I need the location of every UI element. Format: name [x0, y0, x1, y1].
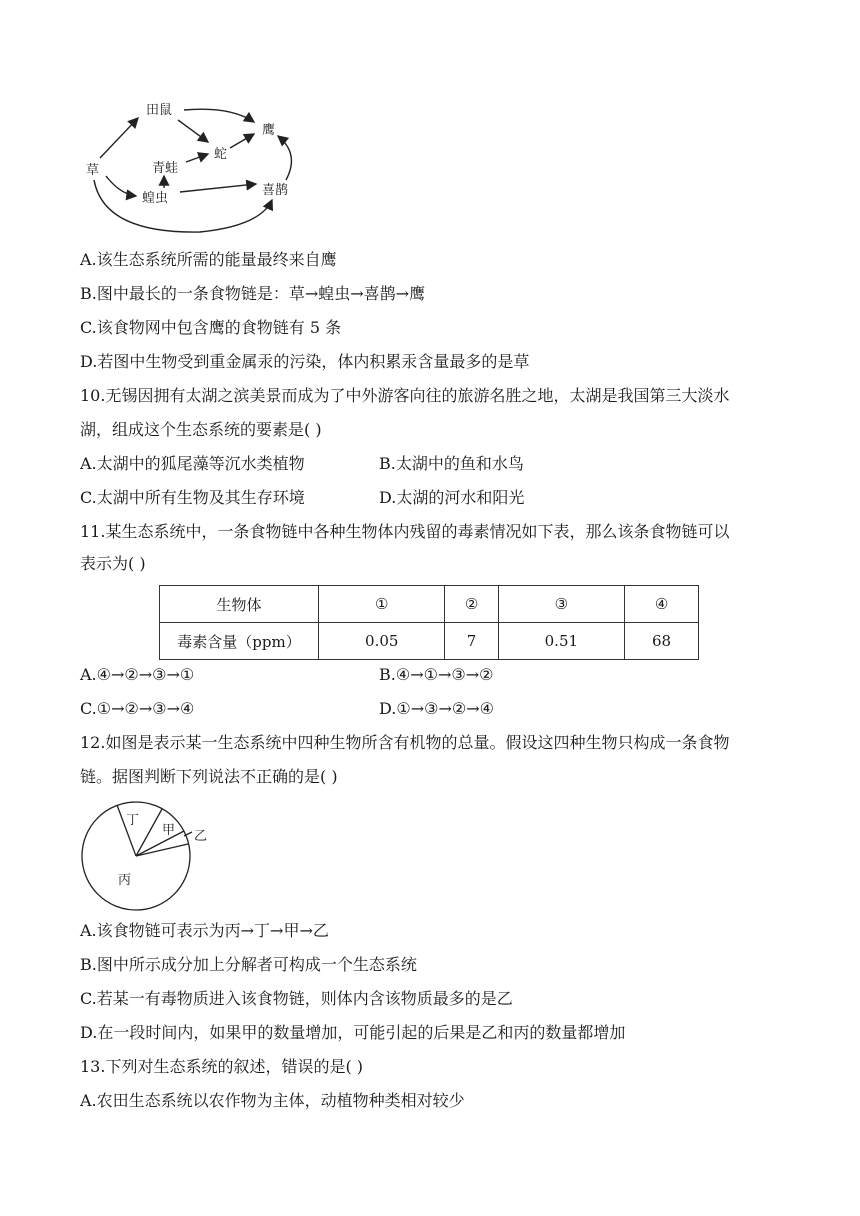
q13-option-a: A.农田生态系统以农作物为主体，动植物种类相对较少	[80, 1091, 465, 1110]
q12-option-c: C.若某一有毒物质进入该食物链，则体内含该物质最多的是乙	[80, 989, 513, 1008]
q12-option-d: D.在一段时间内，如果甲的数量增加，可能引起的后果是乙和丙的数量都增加	[80, 1023, 626, 1042]
arrow-frog-snake	[186, 154, 208, 162]
q12-stem-line1: 12.如图是表示某一生态系统中四种生物所含有机物的总量。假设这四种生物只构成一条食物	[80, 733, 730, 752]
table-cell: 68	[625, 623, 699, 660]
table-cell: 0.51	[498, 623, 624, 660]
table-header-cell: 生物体	[160, 586, 319, 623]
q10-option-a: A.太湖中的狐尾藻等沉水类植物	[80, 454, 305, 473]
arrow-mouse-snake	[178, 120, 208, 142]
q9-option-d: D.若图中生物受到重金属汞的污染，体内积累汞含量最多的是草	[80, 352, 530, 371]
q10-option-c: C.太湖中所有生物及其生存环境	[80, 488, 305, 507]
table-header-cell: ④	[625, 586, 699, 623]
arrow-grass-mouse	[100, 118, 138, 158]
pie-label-jia: 甲	[162, 823, 176, 838]
table-header-cell: ③	[498, 586, 624, 623]
q13-stem: 13.下列对生态系统的叙述，错误的是( )	[80, 1057, 364, 1076]
q11-stem-line1: 11.某生态系统中，一条食物链中各种生物体内残留的毒素情况如下表，那么该条食物链可以	[80, 522, 730, 541]
table-row	[160, 623, 699, 660]
q11-stem-line2: 表示为( )	[80, 554, 146, 573]
node-locust: 蝗虫	[142, 191, 169, 206]
table-cell: 7	[445, 623, 498, 660]
q10-option-d: D.太湖的河水和阳光	[379, 488, 525, 507]
pie-label-yi: 乙	[194, 829, 208, 844]
q12-stem-line2: 链。据图判断下列说法不正确的是( )	[80, 767, 338, 786]
table-cell: 0.05	[319, 623, 445, 660]
q10-option-b: B.太湖中的鱼和水鸟	[379, 454, 524, 473]
arrow-magpie-eagle	[278, 136, 291, 180]
q12-option-b: B.图中所示成分加上分解者可构成一个生态系统	[80, 955, 417, 974]
q12-option-a: A.该食物链可表示为丙→丁→甲→乙	[80, 921, 329, 940]
node-grass: 草	[86, 163, 100, 178]
node-magpie: 喜鹊	[262, 183, 289, 198]
q11-option-c: C.①→②→③→④	[80, 699, 195, 718]
q11-option-a: A.④→②→③→①	[80, 665, 195, 684]
arrow-grass-locust	[106, 176, 136, 196]
organic-matter-pie	[80, 800, 220, 912]
arrow-mouse-eagle	[184, 109, 254, 122]
q10-stem-line1: 10.无锡因拥有太湖之滨美景而成为了中外游客向往的旅游名胜之地，太湖是我国第三大淡水	[80, 386, 730, 405]
node-eagle: 鹰	[262, 123, 276, 138]
arrow-grass-magpie	[94, 180, 272, 232]
q9-option-a: A.该生态系统所需的能量最终来自鹰	[80, 250, 337, 269]
arrow-locust-magpie	[180, 184, 256, 192]
node-field-mouse: 田鼠	[146, 103, 173, 118]
node-frog: 青蛙	[152, 161, 179, 176]
q10-stem-line2: 湖，组成这个生态系统的要素是( )	[80, 420, 322, 439]
arrow-snake-eagle	[230, 134, 254, 148]
node-snake: 蛇	[214, 147, 228, 162]
q9-option-c: C.该食物网中包含鹰的食物链有 5 条	[80, 318, 342, 337]
pie-label-bing: 丙	[118, 873, 132, 888]
table-row	[160, 586, 699, 623]
food-web-diagram	[80, 96, 310, 236]
toxin-table	[159, 585, 699, 660]
table-cell: 毒素含量（ppm）	[160, 623, 319, 660]
q11-option-b: B.④→①→③→②	[379, 665, 494, 684]
table-header-cell: ①	[319, 586, 445, 623]
pie-label-ding: 丁	[126, 813, 140, 828]
q9-option-b: B.图中最长的一条食物链是：草→蝗虫→喜鹊→鹰	[80, 284, 426, 303]
q11-option-d: D.①→③→②→④	[379, 699, 494, 718]
table-header-cell: ②	[445, 586, 498, 623]
